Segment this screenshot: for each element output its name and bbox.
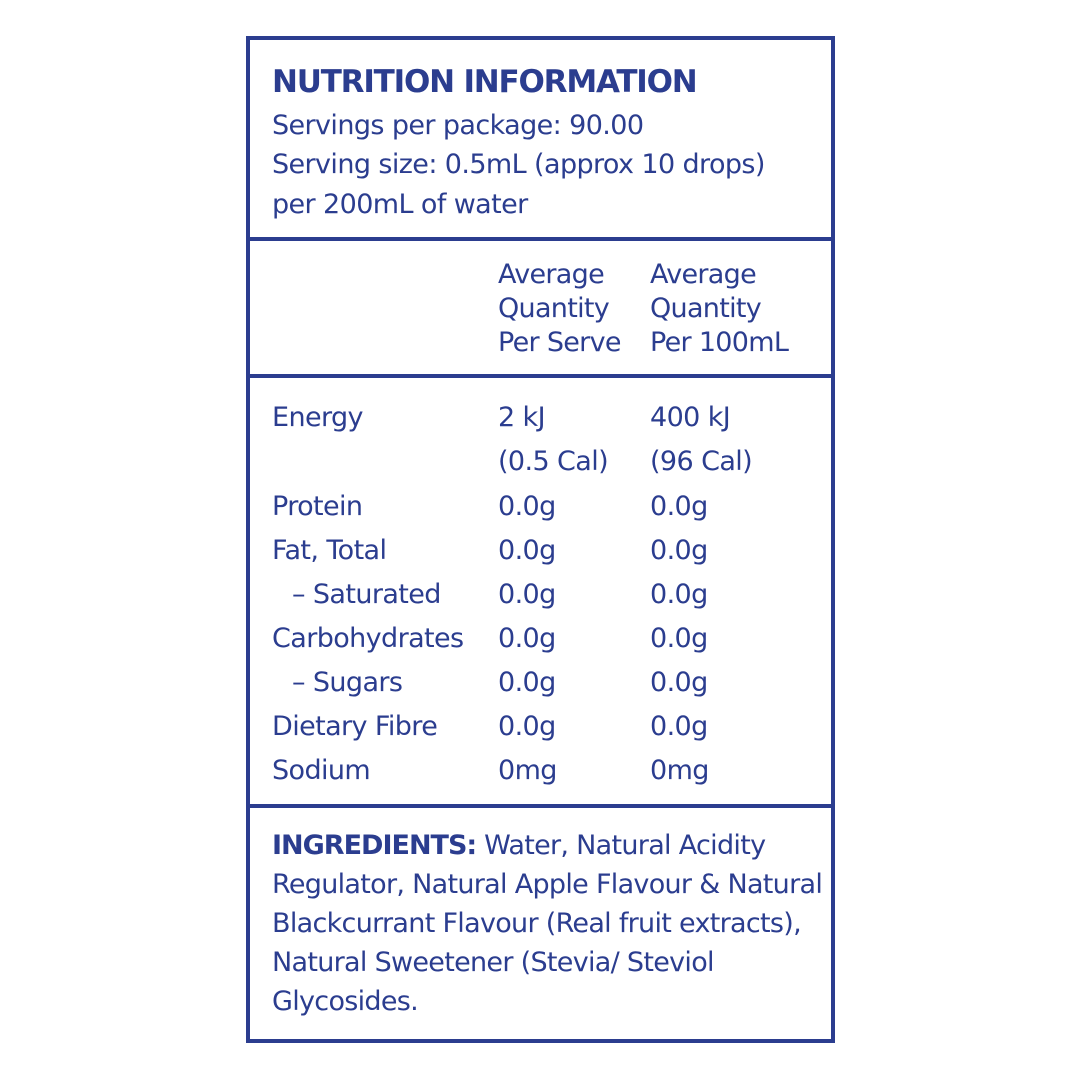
column-header-line: Average [498, 259, 604, 290]
column-header-line: Quantity [498, 293, 610, 324]
column-header-line: Per 100mL [650, 327, 789, 358]
nutrition-panel [246, 36, 835, 1043]
nutrient-name: Fat, Total [272, 535, 387, 566]
table-divider [250, 804, 831, 808]
per-100ml-value: 400 kJ [650, 402, 731, 433]
per-serve-value: 0.0g [498, 535, 556, 566]
per-100ml-value: 0.0g [650, 667, 708, 698]
per-serve-value: 0.0g [498, 711, 556, 742]
nutrition-title: NUTRITION INFORMATION [272, 64, 697, 100]
per-100ml-value: 0.0g [650, 711, 708, 742]
per-100ml-value: 0.0g [650, 623, 708, 654]
column-header-per-serve [498, 258, 621, 360]
per-100ml-value: (96 Cal) [650, 446, 753, 477]
ingredients-label: INGREDIENTS: [272, 830, 477, 861]
per-100ml-value: 0.0g [650, 491, 708, 522]
column-header-per-100ml [650, 258, 788, 360]
column-header-line: Per Serve [498, 327, 621, 358]
per-serve-value: 0.0g [498, 491, 556, 522]
per-serve-value: 0.0g [498, 579, 556, 610]
ingredients-list: Water, Natural Acidity Regulator, Natural Apple Flavour & Natural Blackcurrant Flavour (Real fruit extracts), Natural Sweetener (Stevia/ Steviol Glycosides. [272, 830, 823, 1017]
nutrient-name: Protein [272, 491, 363, 522]
per-100ml-value: 0mg [650, 755, 709, 786]
nutrient-name: Dietary Fibre [272, 711, 438, 742]
per-serve-value: 2 kJ [498, 402, 545, 433]
column-header-divider [250, 374, 831, 378]
per-serve-value: 0.0g [498, 623, 556, 654]
per-serve-value: (0.5 Cal) [498, 446, 609, 477]
nutrient-name: – Sugars [292, 667, 403, 698]
servings-per-package: Servings per package: 90.00 [272, 110, 644, 141]
serving-size: Serving size: 0.5mL (approx 10 drops) [272, 149, 765, 180]
per-serve-value: 0mg [498, 755, 557, 786]
serving-size-continued: per 200mL of water [272, 189, 528, 220]
header-divider [250, 237, 831, 241]
nutrient-name: Energy [272, 402, 363, 433]
nutrient-name: Carbohydrates [272, 623, 464, 654]
column-header-line: Average [650, 259, 756, 290]
per-100ml-value: 0.0g [650, 535, 708, 566]
nutrient-name: Sodium [272, 755, 371, 786]
nutrient-name: – Saturated [292, 579, 441, 610]
per-serve-value: 0.0g [498, 667, 556, 698]
ingredients-text [272, 826, 832, 1021]
column-header-line: Quantity [650, 293, 762, 324]
per-100ml-value: 0.0g [650, 579, 708, 610]
